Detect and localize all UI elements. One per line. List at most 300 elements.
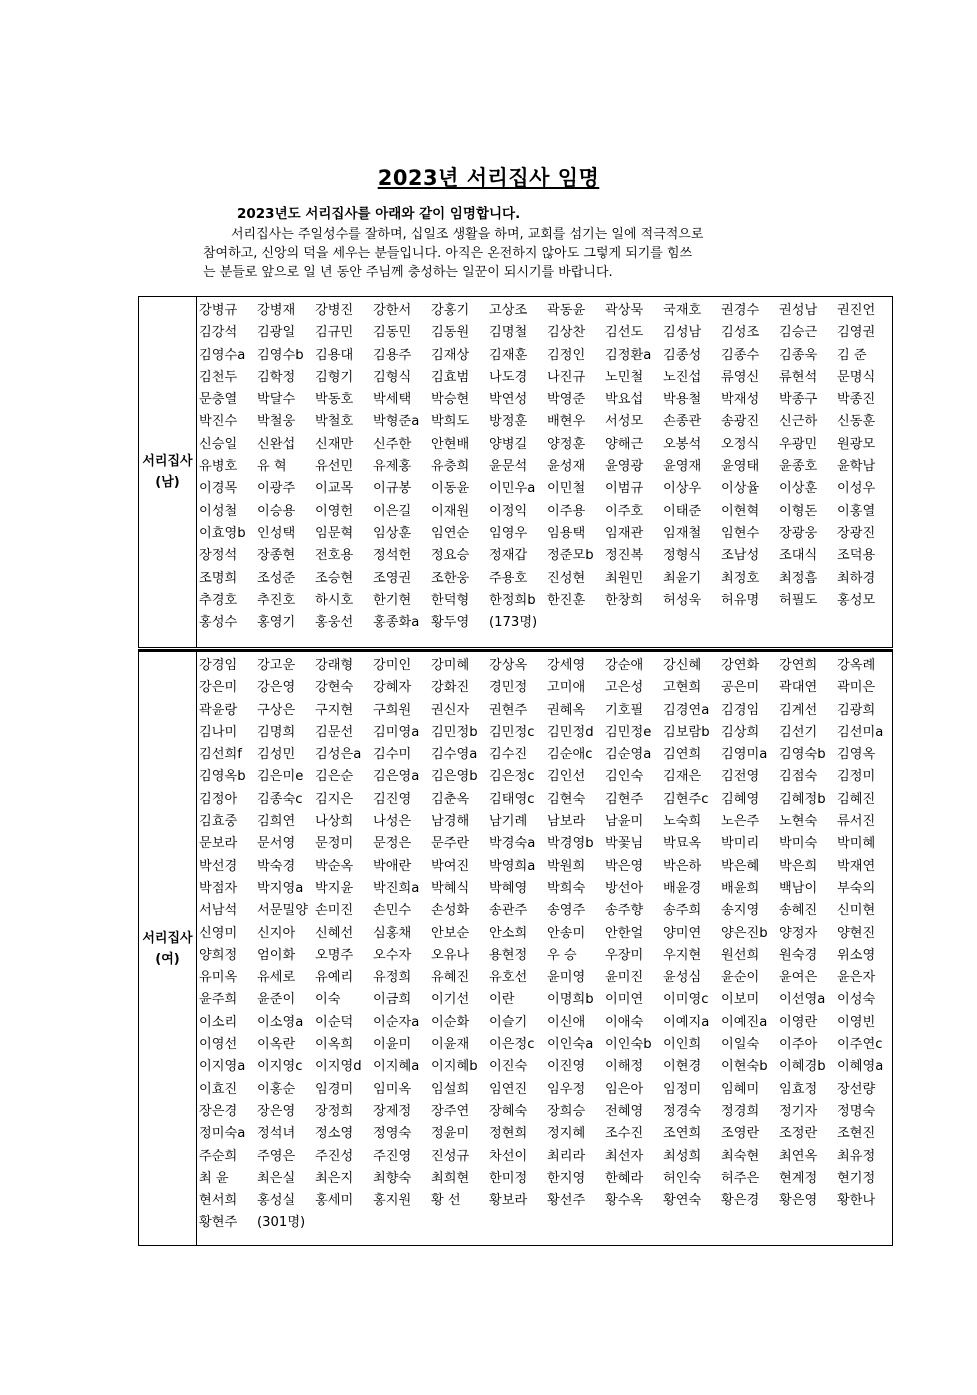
name-row xyxy=(199,1190,889,1212)
deacon-name: 장정석 xyxy=(199,548,238,564)
deacon-name: 이선영a xyxy=(779,992,826,1008)
deacon-name: 김규민 xyxy=(315,325,354,341)
deacon-name: 류서진 xyxy=(837,814,876,830)
deacon-name: 이순화 xyxy=(431,1014,470,1030)
deacon-name: 홍종화a xyxy=(373,615,420,631)
deacon-name: 이현경 xyxy=(663,1059,702,1075)
deacon-name: 공은미 xyxy=(721,680,760,696)
deacon-name: 이은길 xyxy=(373,503,412,519)
deacon-name: 김성조 xyxy=(721,325,760,341)
deacon-name: 강신혜 xyxy=(663,658,702,673)
deacon-name: 방정훈 xyxy=(489,414,528,430)
deacon-name: 백남이 xyxy=(779,880,818,896)
deacon-name: 최 윤 xyxy=(199,1170,229,1186)
deacon-name: 조현진 xyxy=(837,1126,876,1142)
deacon-name: 양정훈 xyxy=(547,436,586,452)
deacon-name: 김명희 xyxy=(257,724,296,740)
deacon-name: 정진복 xyxy=(605,548,644,564)
deacon-name: 임효정 xyxy=(779,1081,818,1097)
deacon-name: 김강석 xyxy=(199,325,238,341)
deacon-name: 박경영b xyxy=(547,836,594,852)
deacon-name: 김상희 xyxy=(721,724,760,740)
deacon-name: 정기자 xyxy=(779,1103,818,1119)
deacon-name: 김형기 xyxy=(315,369,354,385)
deacon-name: 박경숙a xyxy=(489,836,536,852)
subtitle: 2023년도 서리집사를 아래와 같이 임명합니다. xyxy=(237,206,521,222)
deacon-name: 유병호 xyxy=(199,459,238,475)
deacon-name: 신재만 xyxy=(315,436,354,452)
deacon-name: 우 승 xyxy=(547,947,577,963)
deacon-name: 안현배 xyxy=(431,436,470,452)
deacon-name: 조성준 xyxy=(257,570,296,586)
deacon-name: 이형돈 xyxy=(779,503,818,519)
name-row xyxy=(199,811,889,833)
deacon-name: 고은성 xyxy=(605,680,644,696)
deacon-name: 허성욱 xyxy=(663,592,702,608)
deacon-name: (301명) xyxy=(257,1215,306,1231)
deacon-name: 임현수 xyxy=(721,525,760,541)
deacon-name: 이주연c xyxy=(837,1037,883,1053)
name-row xyxy=(199,501,889,523)
name-row xyxy=(199,1168,889,1190)
deacon-name: 이신애 xyxy=(547,1014,586,1030)
deacon-name: 이혜영a xyxy=(837,1059,884,1075)
deacon-name: 용현정 xyxy=(489,947,528,963)
deacon-name: 김춘옥 xyxy=(431,791,470,807)
deacon-name: 조명희 xyxy=(199,570,238,586)
deacon-name: 한덕형 xyxy=(431,592,470,608)
deacon-name: 박선경 xyxy=(199,858,238,874)
deacon-name: 최원민 xyxy=(605,570,644,586)
deacon-name: 이진영 xyxy=(547,1059,586,1075)
deacon-name: 박은혜 xyxy=(721,858,760,874)
deacon-name: 이슬기 xyxy=(489,1014,528,1030)
deacon-name: 김혜정b xyxy=(779,791,826,807)
deacon-name: 김성민 xyxy=(257,747,296,763)
deacon-name: 이예지a xyxy=(663,1014,710,1030)
deacon-name: 최정흠 xyxy=(779,570,818,586)
deacon-name: 강화진 xyxy=(431,680,470,696)
deacon-name: 홍지원 xyxy=(373,1193,412,1209)
deacon-name: 이윤재 xyxy=(431,1037,470,1053)
deacon-name: 서성모 xyxy=(605,414,644,430)
deacon-name: 신동훈 xyxy=(837,414,876,430)
deacon-name: 배윤경 xyxy=(663,880,702,896)
deacon-name: 이현혁 xyxy=(721,503,760,519)
deacon-name: 이란 xyxy=(489,992,515,1008)
deacon-name: 김재훈 xyxy=(489,347,528,363)
deacon-name: 김정인 xyxy=(547,347,586,363)
deacon-name: 박세택 xyxy=(373,392,412,408)
deacon-name: 홍영기 xyxy=(257,615,296,631)
deacon-name: 박영희a xyxy=(489,858,536,874)
deacon-name: 추경호 xyxy=(199,592,238,608)
deacon-name: 이미영c xyxy=(663,992,709,1008)
deacon-name: 김성은a xyxy=(315,747,362,763)
deacon-name: 허유명 xyxy=(721,592,760,608)
deacon-name: 황은경 xyxy=(721,1193,760,1209)
name-row xyxy=(199,989,889,1011)
deacon-name: 이동윤 xyxy=(431,481,470,497)
deacon-name: 이진숙 xyxy=(489,1059,528,1075)
deacon-name: 안한얼 xyxy=(605,925,644,941)
deacon-name: 신영미 xyxy=(199,925,238,941)
deacon-name: 이지혜a xyxy=(373,1059,420,1075)
deacon-name: 권경수 xyxy=(721,303,760,318)
deacon-name: 추진호 xyxy=(257,592,296,608)
deacon-name: 원선희 xyxy=(721,947,760,963)
deacon-name: 김종숙c xyxy=(257,791,303,807)
name-row xyxy=(199,744,889,766)
deacon-name: 진성규 xyxy=(431,1148,470,1164)
deacon-name: 신주한 xyxy=(373,436,412,452)
deacon-name: 문서영 xyxy=(257,836,296,852)
deacon-name: 양희정 xyxy=(199,947,238,963)
deacon-name: 박묘옥 xyxy=(663,836,702,852)
deacon-name: 강병재 xyxy=(257,303,296,318)
deacon-name: 황 선 xyxy=(431,1193,461,1209)
deacon-name: 황두영 xyxy=(431,615,470,631)
deacon-name: 이민우a xyxy=(489,481,536,497)
deacon-name: 나성은 xyxy=(373,814,412,830)
deacon-name: 박은하 xyxy=(663,858,702,874)
deacon-name: 임연순 xyxy=(431,525,470,541)
deacon-name: 김학정 xyxy=(257,369,296,385)
deacon-name: 김정환a xyxy=(605,347,652,363)
deacon-name: 이성철 xyxy=(199,503,238,519)
name-row xyxy=(199,900,889,922)
deacon-name: 정미숙a xyxy=(199,1126,246,1142)
deacon-name: 국재호 xyxy=(663,303,702,318)
deacon-name: 김영옥 xyxy=(837,747,876,763)
deacon-name: 나도경 xyxy=(489,369,528,385)
female-deacons-section xyxy=(138,649,893,1246)
deacon-name: 안송미 xyxy=(547,925,586,941)
deacon-name: 신승일 xyxy=(199,436,238,452)
deacon-name: 강한서 xyxy=(373,303,412,318)
deacon-name: 노은주 xyxy=(721,814,760,830)
intro-line: 는 분들로 앞으로 일 년 동안 주님께 충성하는 일꾼이 되시기를 바랍니다. xyxy=(203,265,613,280)
deacon-name: 황은영 xyxy=(779,1193,818,1209)
deacon-name: 김전영 xyxy=(721,769,760,785)
deacon-name: 배현우 xyxy=(547,414,586,430)
intro-paragraph xyxy=(203,225,783,282)
deacon-name: 김미영a xyxy=(373,724,420,740)
deacon-name: 강고운 xyxy=(257,658,296,673)
name-row xyxy=(199,677,889,699)
deacon-name: 김민정b xyxy=(431,724,478,740)
male-name-grid xyxy=(199,300,889,634)
deacon-name: 김동민 xyxy=(373,325,412,341)
deacon-name: 현계정 xyxy=(779,1170,818,1186)
deacon-name: 엄이화 xyxy=(257,947,296,963)
deacon-name: 강미혜 xyxy=(431,658,470,673)
deacon-name: 양정자 xyxy=(779,925,818,941)
deacon-name: 현기정 xyxy=(837,1170,876,1186)
deacon-name: 박영준 xyxy=(547,392,586,408)
deacon-name: 김은정c xyxy=(489,769,535,785)
name-row xyxy=(199,590,889,612)
name-row xyxy=(199,411,889,433)
deacon-name: 박혜식 xyxy=(431,880,470,896)
deacon-name: 정지혜 xyxy=(547,1126,586,1142)
deacon-name: 김현주c xyxy=(663,791,709,807)
deacon-name: 윤영태 xyxy=(721,459,760,475)
deacon-name: 박숙경 xyxy=(257,858,296,874)
deacon-name: 주진성 xyxy=(315,1148,354,1164)
deacon-name: 이범규 xyxy=(605,481,644,497)
deacon-name: 손종관 xyxy=(663,414,702,430)
deacon-name: 이보미 xyxy=(721,992,760,1008)
name-row xyxy=(199,568,889,590)
deacon-name: 김성남 xyxy=(663,325,702,341)
deacon-name: 오명주 xyxy=(315,947,354,963)
deacon-name: 장제정 xyxy=(373,1103,412,1119)
deacon-name: 강연화 xyxy=(721,658,760,673)
deacon-name: 고현희 xyxy=(663,680,702,696)
deacon-name: 허인숙 xyxy=(663,1170,702,1186)
deacon-name: 나진규 xyxy=(547,369,586,385)
deacon-name: 임재관 xyxy=(605,525,644,541)
deacon-name: 이영란 xyxy=(779,1014,818,1030)
deacon-name: 정요승 xyxy=(431,548,470,564)
deacon-name: 최선자 xyxy=(605,1148,644,1164)
deacon-name: 박종구 xyxy=(779,392,818,408)
name-row xyxy=(199,878,889,900)
deacon-name: 김인선 xyxy=(547,769,586,785)
deacon-name: 양미연 xyxy=(663,925,702,941)
deacon-name: 문정미 xyxy=(315,836,354,852)
deacon-name: 김종욱 xyxy=(779,347,818,363)
deacon-name: 차선이 xyxy=(489,1148,528,1164)
deacon-name: 유선민 xyxy=(315,459,354,475)
male-deacons-section xyxy=(138,296,893,648)
deacon-name: 허주은 xyxy=(721,1170,760,1186)
deacon-name: 인성택 xyxy=(257,525,296,541)
deacon-name: 곽윤랑 xyxy=(199,702,238,718)
deacon-name: 오수자 xyxy=(373,947,412,963)
deacon-name: 최희현 xyxy=(431,1170,470,1186)
deacon-name: 주영은 xyxy=(257,1148,296,1164)
deacon-name: 이재원 xyxy=(431,503,470,519)
deacon-name: 김동원 xyxy=(431,325,470,341)
name-row xyxy=(199,766,889,788)
deacon-name: 박재성 xyxy=(721,392,760,408)
name-row xyxy=(199,1034,889,1056)
deacon-name: 신완섭 xyxy=(257,436,296,452)
deacon-name: 장광진 xyxy=(837,525,876,541)
deacon-name: 남윤미 xyxy=(605,814,644,830)
deacon-name: 강홍기 xyxy=(431,303,470,318)
deacon-name: 임정미 xyxy=(663,1081,702,1097)
deacon-name: 정윤미 xyxy=(431,1126,470,1142)
name-row xyxy=(199,967,889,989)
deacon-name: 최정호 xyxy=(721,570,760,586)
deacon-name: 배윤희 xyxy=(721,880,760,896)
deacon-name: 윤성재 xyxy=(547,459,586,475)
deacon-name: 김광일 xyxy=(257,325,296,341)
name-row xyxy=(199,389,889,411)
deacon-name: 김영권 xyxy=(837,325,876,341)
name-row xyxy=(199,434,889,456)
deacon-name: 이상훈 xyxy=(779,481,818,497)
deacon-name: 남보라 xyxy=(547,814,586,830)
deacon-name: 김점숙 xyxy=(779,769,818,785)
deacon-name: 김태영c xyxy=(489,791,535,807)
deacon-name: 최은지 xyxy=(315,1170,354,1186)
deacon-name: 조덕용 xyxy=(837,548,876,564)
deacon-name: 조한웅 xyxy=(431,570,470,586)
deacon-name: 심홍채 xyxy=(373,925,412,941)
deacon-name: 김영옥b xyxy=(199,769,246,785)
deacon-name: 김은영a xyxy=(373,769,420,785)
deacon-name: 정재갑 xyxy=(489,548,528,564)
deacon-name: 구상은 xyxy=(257,702,296,718)
deacon-name: 임연진 xyxy=(489,1081,528,1097)
deacon-name: 윤성심 xyxy=(663,970,702,986)
deacon-name: 강옥례 xyxy=(837,658,876,673)
deacon-name: 이소영a xyxy=(257,1014,304,1030)
deacon-name: 양현진 xyxy=(837,925,876,941)
deacon-name: 김순애c xyxy=(547,747,593,763)
deacon-name: 송주희 xyxy=(663,903,702,919)
deacon-name: 서문밀양 xyxy=(257,903,308,919)
deacon-name: 박종진 xyxy=(837,392,876,408)
deacon-name: 전혜영 xyxy=(605,1103,644,1119)
deacon-name: 유정희 xyxy=(373,970,412,986)
deacon-name: 김재상 xyxy=(431,347,470,363)
deacon-name: 주순희 xyxy=(199,1148,238,1164)
deacon-name: 강혜자 xyxy=(373,680,412,696)
deacon-name: 우지현 xyxy=(663,947,702,963)
deacon-name: 양은진b xyxy=(721,925,768,941)
deacon-name: 이주호 xyxy=(605,503,644,519)
deacon-name: 강순애 xyxy=(605,658,644,673)
deacon-name: 김현숙 xyxy=(547,791,586,807)
deacon-name: 강상옥 xyxy=(489,658,528,673)
deacon-name: 박요섭 xyxy=(605,392,644,408)
name-row xyxy=(199,923,889,945)
deacon-name: 이교목 xyxy=(315,481,354,497)
deacon-name: 하시호 xyxy=(315,592,354,608)
deacon-name: 유혜진 xyxy=(431,970,470,986)
deacon-name: 박동호 xyxy=(315,392,354,408)
deacon-name: 윤미진 xyxy=(605,970,644,986)
deacon-name: 윤학남 xyxy=(837,459,876,475)
deacon-name: 이영선 xyxy=(199,1037,238,1053)
deacon-name: 노숙희 xyxy=(663,814,702,830)
deacon-name: 이인숙a xyxy=(547,1037,594,1053)
deacon-name: 정석녀 xyxy=(257,1126,296,1142)
deacon-name: 홍세미 xyxy=(315,1193,354,1209)
deacon-name: 최은실 xyxy=(257,1170,296,1186)
deacon-name: 김영수b xyxy=(257,347,304,363)
deacon-name: 임영우 xyxy=(489,525,528,541)
deacon-name: 임은아 xyxy=(605,1081,644,1097)
deacon-name: 한기현 xyxy=(373,592,412,608)
deacon-name: 김은영b xyxy=(431,769,478,785)
deacon-name: 권신자 xyxy=(431,702,470,718)
deacon-name: 이기선 xyxy=(431,992,470,1008)
deacon-name: 장은영 xyxy=(257,1103,296,1119)
deacon-name: 문명식 xyxy=(837,369,876,385)
deacon-name: 이명희b xyxy=(547,992,594,1008)
deacon-name: 황보라 xyxy=(489,1193,528,1209)
deacon-name: 권성남 xyxy=(779,303,818,318)
deacon-name: 이홍순 xyxy=(257,1081,296,1097)
name-row xyxy=(199,456,889,478)
deacon-name: 정영숙 xyxy=(373,1126,412,1142)
deacon-name: 안보순 xyxy=(431,925,470,941)
label-gender: (여) xyxy=(155,951,180,967)
deacon-name: 이애숙 xyxy=(605,1014,644,1030)
deacon-name: 이경목 xyxy=(199,481,238,497)
deacon-name: 박미혜 xyxy=(837,836,876,852)
deacon-name: 신미현 xyxy=(837,903,876,919)
deacon-name: 홍성모 xyxy=(837,592,876,608)
deacon-name: 이효영b xyxy=(199,525,246,541)
deacon-name: 김지은 xyxy=(315,791,354,807)
deacon-name: 송영주 xyxy=(547,903,586,919)
deacon-name: 김인숙 xyxy=(605,769,644,785)
deacon-name: 손미진 xyxy=(315,903,354,919)
name-row xyxy=(199,478,889,500)
deacon-name: 조영란 xyxy=(721,1126,760,1142)
deacon-name: 곽대연 xyxy=(779,680,818,696)
deacon-name: 이성우 xyxy=(837,481,876,497)
deacon-name: 김민정e xyxy=(605,724,652,740)
deacon-name: 김연희 xyxy=(663,747,702,763)
deacon-name: 김 준 xyxy=(837,347,867,363)
deacon-name: 고상조 xyxy=(489,303,528,318)
deacon-name: 이인숙b xyxy=(605,1037,652,1053)
deacon-name: 임경미 xyxy=(315,1081,354,1097)
deacon-name: 김진영 xyxy=(373,791,412,807)
deacon-name: 김문선 xyxy=(315,724,354,740)
deacon-name: 송지영 xyxy=(721,903,760,919)
deacon-name: 이상율 xyxy=(721,481,760,497)
deacon-name: 전호용 xyxy=(315,548,354,564)
deacon-name: 유충희 xyxy=(431,459,470,475)
deacon-name: 김종성 xyxy=(663,347,702,363)
deacon-name: 이순덕 xyxy=(315,1014,354,1030)
deacon-name: 박재연 xyxy=(837,858,876,874)
deacon-name: 고미애 xyxy=(547,680,586,696)
deacon-name: 강연희 xyxy=(779,658,818,673)
deacon-name: 경민정 xyxy=(489,680,528,696)
deacon-name: 강병진 xyxy=(315,303,354,318)
name-row xyxy=(199,1101,889,1123)
deacon-name: 남경해 xyxy=(431,814,470,830)
section-label-male xyxy=(139,297,197,647)
deacon-name: 김민정c xyxy=(489,724,535,740)
deacon-name: 김형식 xyxy=(373,369,412,385)
deacon-name: 정형식 xyxy=(663,548,702,564)
deacon-name: 노민철 xyxy=(605,369,644,385)
deacon-name: 김계선 xyxy=(779,702,818,718)
deacon-name: 문보라 xyxy=(199,836,238,852)
deacon-name: 장정희 xyxy=(315,1103,354,1119)
deacon-name: 원광모 xyxy=(837,436,876,452)
female-name-grid xyxy=(199,655,889,1235)
deacon-name: 조영권 xyxy=(373,570,412,586)
deacon-name: 박여진 xyxy=(431,858,470,874)
deacon-name: 안소희 xyxy=(489,925,528,941)
deacon-name: 박원희 xyxy=(547,858,586,874)
deacon-name: 정경희 xyxy=(721,1103,760,1119)
deacon-name: 권진언 xyxy=(837,303,876,318)
deacon-name: 이주아 xyxy=(779,1037,818,1053)
